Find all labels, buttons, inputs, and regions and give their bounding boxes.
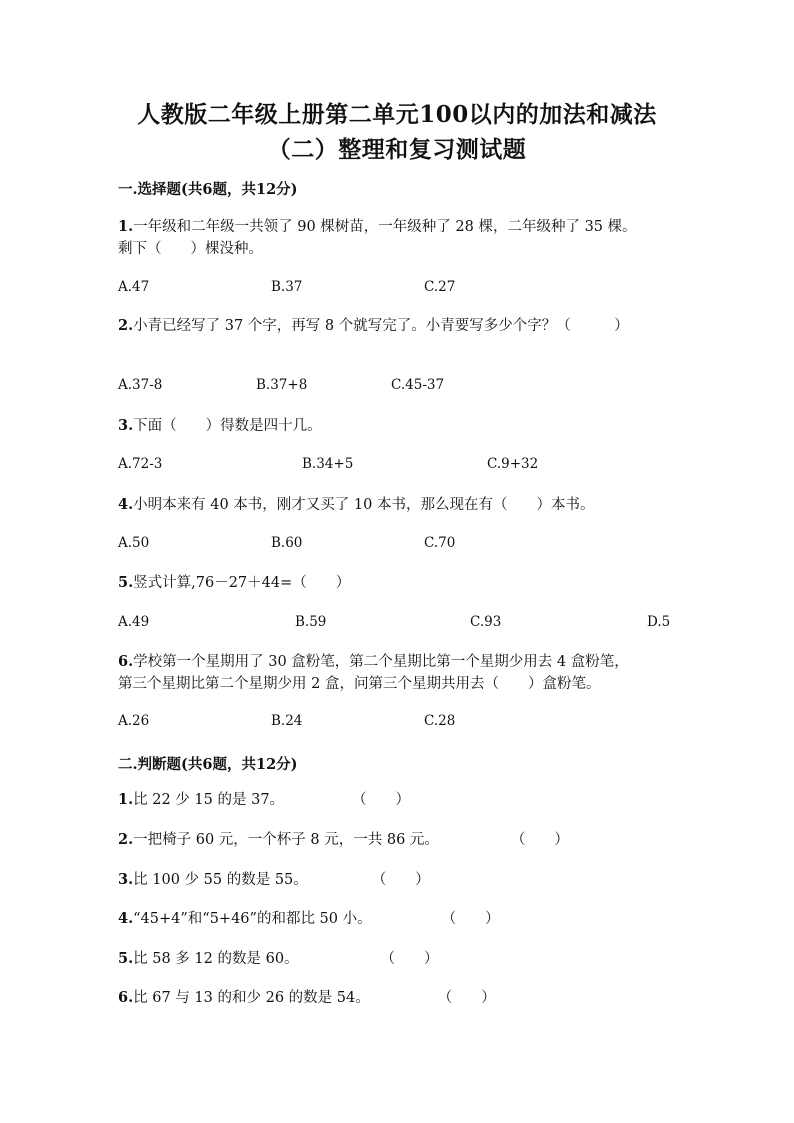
page-subtitle: （二）整理和复习测试题 <box>267 136 527 163</box>
option-a: A.50 <box>118 535 150 551</box>
options-row <box>0 713 794 733</box>
question-5 <box>118 572 350 594</box>
answer-bracket: （ ） <box>380 951 439 967</box>
question-text-line2: 剩下（ ）棵没种。 <box>118 241 263 257</box>
answer-bracket: （ ） <box>441 911 500 927</box>
question-text: 竖式计算,76－27＋44=（ ） <box>133 575 351 591</box>
option-b: B.37+8 <box>256 377 308 393</box>
question-text: 一年级和二年级一共领了 90 棵树苗，一年级种了 28 棵，二年级种了 35 棵。 <box>133 219 637 235</box>
question-number: 2. <box>118 317 134 334</box>
judge-question-5 <box>118 948 439 970</box>
option-a: A.47 <box>118 279 150 295</box>
question-4 <box>118 494 594 516</box>
option-a: A.26 <box>118 713 150 729</box>
option-c: C.45-37 <box>391 377 445 393</box>
question-6 <box>118 651 629 695</box>
question-number: 1. <box>118 218 134 235</box>
option-b: B.59 <box>295 614 327 630</box>
question-1 <box>118 216 637 260</box>
option-a: A.72-3 <box>118 456 163 472</box>
option-b: B.24 <box>271 713 303 729</box>
question-text: 比 100 少 55 的数是 55。 <box>133 872 308 888</box>
question-text: 小青已经写了 37 个字，再写 8 个就写完了。小青要写多少个字？（ ） <box>133 318 629 334</box>
question-number: 5. <box>118 574 134 591</box>
option-c: C.93 <box>470 614 502 630</box>
judge-question-2 <box>118 829 569 851</box>
question-text: 下面（ ）得数是四十几。 <box>133 418 322 434</box>
answer-bracket: （ ） <box>437 990 496 1006</box>
section-heading-judge: 二.判断题(共6题，共12分) <box>118 756 298 773</box>
option-a: A.49 <box>118 614 150 630</box>
question-text-line2: 第三个星期比第二个星期少用 2 盒，问第三个星期共用去（ ）盒粉笔。 <box>118 676 601 692</box>
question-number: 4. <box>118 910 134 927</box>
options-row <box>0 614 794 634</box>
question-number: 3. <box>118 871 134 888</box>
question-number: 6. <box>118 989 134 1006</box>
option-b: B.60 <box>271 535 303 551</box>
question-number: 4. <box>118 496 134 513</box>
question-2 <box>118 315 629 337</box>
option-a: A.37-8 <box>118 377 163 393</box>
answer-bracket: （ ） <box>510 832 569 848</box>
answer-bracket: （ ） <box>371 872 430 888</box>
judge-question-1 <box>118 789 410 811</box>
judge-question-6 <box>118 987 496 1009</box>
question-text: 比 67 与 13 的和少 26 的数是 54。 <box>133 990 370 1006</box>
options-row <box>0 456 794 476</box>
option-b: B.34+5 <box>302 456 354 472</box>
options-row <box>0 377 794 397</box>
option-c: C.70 <box>424 535 456 551</box>
question-text: 比 22 少 15 的是 37。 <box>133 792 285 808</box>
options-row <box>0 535 794 555</box>
options-row <box>0 279 794 299</box>
option-c: C.27 <box>424 279 456 295</box>
option-c: C.9+32 <box>487 456 539 472</box>
option-b: B.37 <box>271 279 303 295</box>
judge-question-3 <box>118 869 430 891</box>
option-c: C.28 <box>424 713 456 729</box>
answer-bracket: （ ） <box>352 792 411 808</box>
question-number: 3. <box>118 417 134 434</box>
judge-question-4 <box>118 908 500 930</box>
question-text: 小明本来有 40 本书，刚才又买了 10 本书，那么现在有（ ）本书。 <box>133 497 595 513</box>
question-number: 6. <box>118 653 134 670</box>
question-number: 2. <box>118 831 134 848</box>
question-text: 一把椅子 60 元，一个杯子 8 元，一共 86 元。 <box>133 832 439 848</box>
question-3 <box>118 415 322 437</box>
question-number: 1. <box>118 791 134 808</box>
question-text: “45+4”和“5+46”的和都比 50 小。 <box>133 911 372 927</box>
option-d: D.5 <box>647 614 671 630</box>
question-number: 5. <box>118 950 134 967</box>
page-title: 人教版二年级上册第二单元100以内的加法和减法 <box>137 101 657 128</box>
question-text: 学校第一个星期用了 30 盒粉笔，第二个星期比第一个星期少用去 4 盒粉笔， <box>133 654 629 670</box>
question-text: 比 58 多 12 的数是 60。 <box>133 951 299 967</box>
section-heading-choice: 一.选择题(共6题，共12分) <box>118 181 298 198</box>
